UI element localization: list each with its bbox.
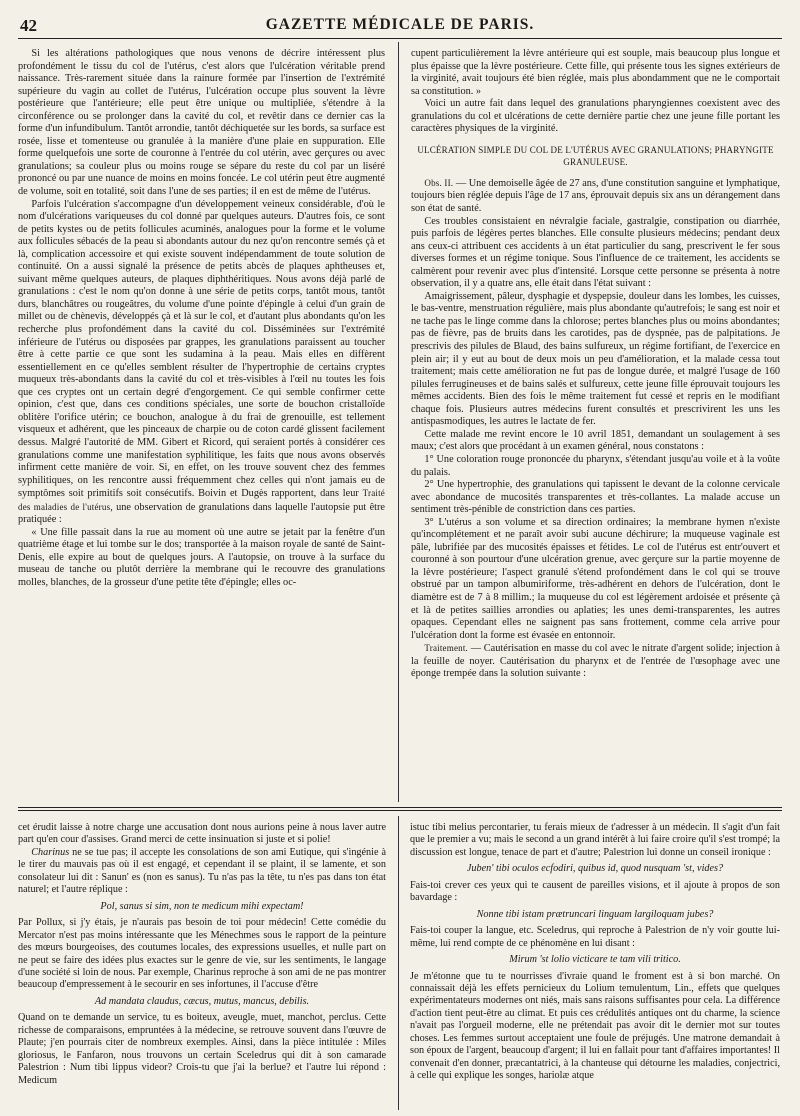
paragraph: 1° Une coloration rouge prononcée du pharynx, s'étendant jusqu'au voile et à la voûte du palais. [411, 453, 780, 478]
latin-quote: Juben' tibi oculos ecfodiri, quibus id, quod nusquam 'st, vides? [466, 863, 724, 875]
paragraph: Cette malade me revint encore le 10 avril 1851, demandant un soulagement à ses maux; c'est alors que procédant à un examen général, nous constatons : [411, 428, 780, 453]
paragraph: cupent particulièrement la lèvre antérieure qui est souple, mais beaucoup plus longue et plus épaisse que la lèvre postérieure. Cette fille, qui présente tous les signes extérieurs de la virginité, avait toujours été bien réglée, mais plus abondamment que ne le comportait sa constitution. » [411, 48, 780, 97]
feuilleton-column-left [18, 822, 386, 1112]
feuilleton-separator [18, 807, 782, 811]
paragraph: Par Pollux, si j'y étais, je n'aurais pas besoin de toi pour médecin! Cette comédie du Mercator n'est pas moins intéressante que les Ménechmes sous le rapport de la peinture des mœurs bourgeoises, des coutumes locales, des expressions usuelles, et nulle part on ne peut se faire des idées plus exactes sur le genre de vie, sur les sentiments, le langage d'une société si loin de nous. Par exemple, Charinus reproche à son ami de ne pas montrer beaucoup d'empressement à le secourir en ses infortunes, il l'accuse d'être [18, 917, 386, 991]
paragraph-text: ne se tue pas; il accepte les consolations de son ami Eutique, qui s'ingénie à le tirer du mauvais pas où il est engagé, et cependant il se plaint, il se lamente, et son consolateur lui dit : Sanun' es (non es sanus). Tu n'as pas la tête, tu n'es pas dans ton état naturel; et l'autre réplique : [18, 846, 386, 896]
page-header [18, 14, 782, 39]
article-column-right [411, 48, 780, 800]
paragraph-text: — Une demoiselle âgée de 27 ans, d'une constitution sanguine et lymphatique, toujours bien réglée depuis l'âge de 17 ans, éprouvait depuis six ans un dérangement dans son état de santé. [411, 177, 780, 215]
paragraph: istuc tibi melius percontarier, tu ferais mieux de t'adresser à un médecin. Il s'agit d'un fait que le premier a vu; mais le second a un grand intérêt à lui faire croire qu'il s'est trompé; la discussion est longue, tenace de part et d'autre; Palestrion lui donne un conseil ironique : [410, 822, 780, 858]
paragraph [18, 847, 386, 897]
paragraph: 2° Une hypertrophie, des granulations qui tapissent le devant de la colonne cervicale avec abondance de mucosités transparentes et très-collantes. La malade accuse un sentiment très-pénible de constriction dans ces parties. [411, 479, 780, 516]
paragraph [411, 177, 780, 216]
paragraph [18, 199, 385, 527]
treatment-label: Traitement. [424, 643, 468, 654]
paragraph: Voici un autre fait dans lequel des granulations pharyngiennes coexistent avec des granulations du col et ulcérations de cette dernière partie chez une jeune fille portant les caractères physiques de la virginité. [411, 98, 780, 135]
paragraph: Si les altérations pathologiques que nous venons de décrire intéressent plus profondément le tissu du col de l'utérus, c'est alors que l'ulcération véritable prend naissance. Très-rarement située dans la rainure formée par l'insertion de l'extrémité supérieure du vagin au collet de l'utérus, l'ulcération occupe plus souvent la lèvre postérieure que l'antérieure; elle peut être unique ou multipliée, s'étendre à la circonférence ou se prolonger dans la cavité du col, et revêtir dans ce dernier cas la forme d'un infundibulum. Tantôt arrondie, tantôt déchiquetée sur les bords, sa surface est rosée, lisse et tomenteuse ou granulée à la manière d'une plaie en suppuration. Elle forme quelquefois une sorte de couronne à l'entrée du col utérin, avec gerçures ou avec granulations; sa couleur plus ou moins rouge se sépare du reste du col par un liséré prononcé ou par une nuance de moins en moins foncée. Le col utérin peut être augmenté de volume, soit en totalité, soit dans l'une de ses parties; il en est de même de l'utérus. [18, 48, 385, 198]
book-title: Traité des maladies de l'utérus [18, 488, 385, 512]
paragraph: Ces troubles consistaient en névralgie faciale, gastralgie, constipation ou diarrhée, puis parfois de légères pertes blanches. Elle consulte plusieurs médecins; pendant deux ans ceux-ci attribuent ces accidents à un état particulier du sang, prescrivent le fer sous diverses formes et un régime tonique. Sous l'influence de ce traitement, les accidents se calmèrent pour revenir avec plus d'intensité. Lorsque cette personne se présenta à notre observation, il y a quatre ans, elle était dans l'état suivant : [411, 215, 780, 290]
case-heading: ULCÉRATION SIMPLE DU COL DE L'UTÉRUS AVEC GRANULATIONS; PHARYNGITE GRANULEUSE. [417, 144, 774, 168]
latin-quote: Mirum 'st lolio victicare te tam vili tritico. [509, 954, 681, 966]
paragraph: Amaigrissement, pâleur, dysphagie et dyspepsie, douleur dans les lombes, les cuisses, le bas-ventre, menstruation régulière, mais plus abondante qu'autrefois; le sang est noir et ne tache pas le linge comme dans la chlorose; pertes blanches plus ou moins abondantes; pas de fièvre, pas de bruits dans les carotides, pas de dyspnée, pas de palpitations. Je prescrivis des pilules de Blaud, des bains sulfureux, un régime fortifiant, de l'exercice en plein air; il y eut au bout de deux mois un peu d'amélioration, et la malade cessa tout traitement; mais cette amélioration ne fut pas de longue durée, et malgré l'usage de 160 pilules ferrugineuses et de bains salés et sulfureux, cette jeune fille éprouvait toujours les mêmes accidents. Bien des fois le même traitement fut cessé et repris en le modifiant chaque fois. Plusieurs autres médecins furent consultés et prescrivirent les uns les antispasmodiques, les autres le lactate de fer. [411, 290, 780, 428]
character-name: Charinus [31, 846, 70, 858]
paragraph: 3° L'utérus a son volume et sa direction ordinaires; la membrane hymen n'existe qu'incomplétement et ne paraît avoir subi aucune déchirure; la muqueuse vaginale est pâle, lubrifiée par des mucosités épaisses et fétides. Le col de l'utérus est entr'ouvert et couronné à son pourtour d'une ulcération grenue, avec gerçure sur la partie moyenne de la lèvre postérieure; l'aspect granulé s'étend profondément dans le col qui se trouve obstrué par un tampon albumiriforme, très-adhérent en dehors de l'ulcération, dont le diamètre est de 7 à 8 millim.; la muqueuse du col est légèrement ardoisée et présente çà et là de petites saillies arrondies ou aplaties; les unes demi-transparentes, les autres opaques. Cependant elles ne saignent pas sans frottement, comme cela arrive pour l'ulcération dont la forme est évasée en entonnoir. [411, 516, 780, 641]
paragraph-text: — Cautérisation en masse du col avec le nitrate d'argent solide; injection à la feuille de noyer. Cautérisation du pharynx et de l'entrée de l'œsophage avec une éponge trempée dans la solution suivante : [411, 643, 780, 680]
latin-quote: Pol, sanus si sim, non te medicum mihi expectam! [100, 900, 304, 912]
feuilleton-column-right [410, 822, 780, 1112]
paragraph [411, 642, 780, 681]
paragraph-text: , une observation de granulations dans laquelle l'autopsie put être pratiquée : [18, 501, 385, 526]
paragraph: Quand on te demande un service, tu es boiteux, aveugle, muet, manchot, perclus. Cette richesse de comparaisons, empruntées à la médecine, se retrouve souvent dans l'œuvre de Plaute; j'en pourrais citer de nombreux exemples. Ainsi, dans la pièce intitulée : Miles gloriosus, le Fanfaron, nous trouvons un certain Sceledrus qui dit à son camarade Palestrion : Num tibi lippus videor? Crois-tu que j'ai la berlue? et l'autre lui répond : Medicum [18, 1012, 386, 1086]
latin-quote: Ad mandata claudus, cæcus, mutus, mancus, debilis. [94, 995, 310, 1007]
paragraph: Je m'étonne que tu te nourrisses d'ivraie quand le froment est à si bon marché. On connaissait déjà les effets pernicieux du Lolium temulentum, Lin., effets que quelques expérimentateurs modernes ont niés, mais sans raisons suffisantes pour cela. La différence d'action tient peut-être au climat. Et puis ces crédulités antiques ont du charme, la science n'avait pas l'orgueil moderne, elle ne prétendait pas avoir dit le dernier mot sur toutes choses. Les femmes surtout acceptaient une foule de préjugés. Une matrone demandait à son époux de l'argent, beaucoup d'argent; il lui en fallait pour tant d'affaires importantes! Il convenait d'en donner, præcantatrici, à la chanteuse qui détourne les maladies, conjectrici, à celle qui explique les songes, hariolæ atque [410, 970, 780, 1082]
paragraph-text: Parfois l'ulcération s'accompagne d'un développement veineux considérable, d'où le nom d'ulcérations variqueuses du col donné par quelques auteurs. D'autres fois, ce sont de petits kystes ou de petits follicules acuminés, analogues pour la forme et le volume aux follicules sébacés de la peau si abondants autour du nez qu'on rencontre semés çà et là, complication accessoire et qui existe souvent indépendamment de toute solution de continuité. On a aussi signalé la présence de petits abcès de plaques aphtheuses et, suivant même quelques auteurs, de plaques diphthéritiques. Nous avons déjà parlé de granulations : c'est le nom qu'on donne à une série de petits corps, tantôt mous, tantôt durs, blanchâtres ou rougeâtres, du volume d'une pointe d'épingle à celui d'un grain de millet ou de chènevis, développés çà et là sur le col, et d'autant plus abondants qu'on les recherche plus profondément dans la cavité du col. Disséminées sur l'extrémité inférieure de l'utérus ou disposées par grappes, les granulations paraissent au toucher être à cette partie ce que sont les sudamina à la peau. Mais elles en diffèrent essentiellement en ce qu'elles semblent résulter de l'hypertrophie de certains cryptes muqueux très-abondants dans la cavité du col et très-visibles à l'œil nu toutes les fois que ces cryptes ont un certain degré d'engorgement. Ce qui semble confirmer cette opinion, c'est que, dans ces conditions spéciales, une sorte de bouchon cristalloïde oblitère l'orifice utérin; ce bouchon, analogue à du frai de grenouille, est tellement visqueux et adhérent, que les pinceaux de charpie ou de coton cardé glissent facilement dessus. Malgré l'autorité de MM. Gibert et Ricord, qui seraient portés à considérer ces granulations comme une manifestation syphilitique, les faits que nous avons observés infirment cette manière de voir. Si, en effet, on les trouve souvent chez des femmes syphilitiques, on les rencontre aussi fréquemment chez celles qui n'ont jamais eu de symptômes soit primitifs soit consécutifs. Boivin et Dugès rapportent, dans leur [18, 198, 385, 500]
paragraph: Fais-toi crever ces yeux qui te causent de pareilles visions, et il ajoute à propos de son bavardage : [410, 879, 780, 904]
quotation-paragraph: « Une fille passait dans la rue au moment où une autre se jetait par la fenêtre d'un quatrième étage et lui tombe sur le dos; transportée à la maison royale de santé de Saint-Denis, elle expire au bout de quelques jours. A l'autopsie, on trouve à la surface du museau de tanche ou plutôt derrière la membrane qui le recouvre des granulations molles, blanches, de la grosseur d'une petite tête d'épingle; elles oc- [18, 526, 385, 588]
column-divider-top [398, 42, 399, 802]
latin-quote: Nonne tibi istam prætruncari linguam largiloquam jubes? [476, 908, 714, 920]
paragraph: Fais-toi couper la langue, etc. Sceledrus, qui reproche à Palestrion de n'y voir goutte lui-même, lui rend compte de ce phénomène en lui disant : [410, 925, 780, 949]
paragraph: cet érudit laisse à notre charge une accusation dont nous aurions peine à nous laver autre part qu'en cour d'assises. Grand merci de cette insinuation si juste et si polie! [18, 822, 386, 846]
column-divider-bottom [398, 816, 399, 1110]
article-column-left [18, 48, 385, 800]
page-number: 42 [20, 16, 37, 35]
journal-title: GAZETTE MÉDICALE DE PARIS. [265, 16, 535, 33]
observation-label: Obs. II. [424, 177, 454, 188]
